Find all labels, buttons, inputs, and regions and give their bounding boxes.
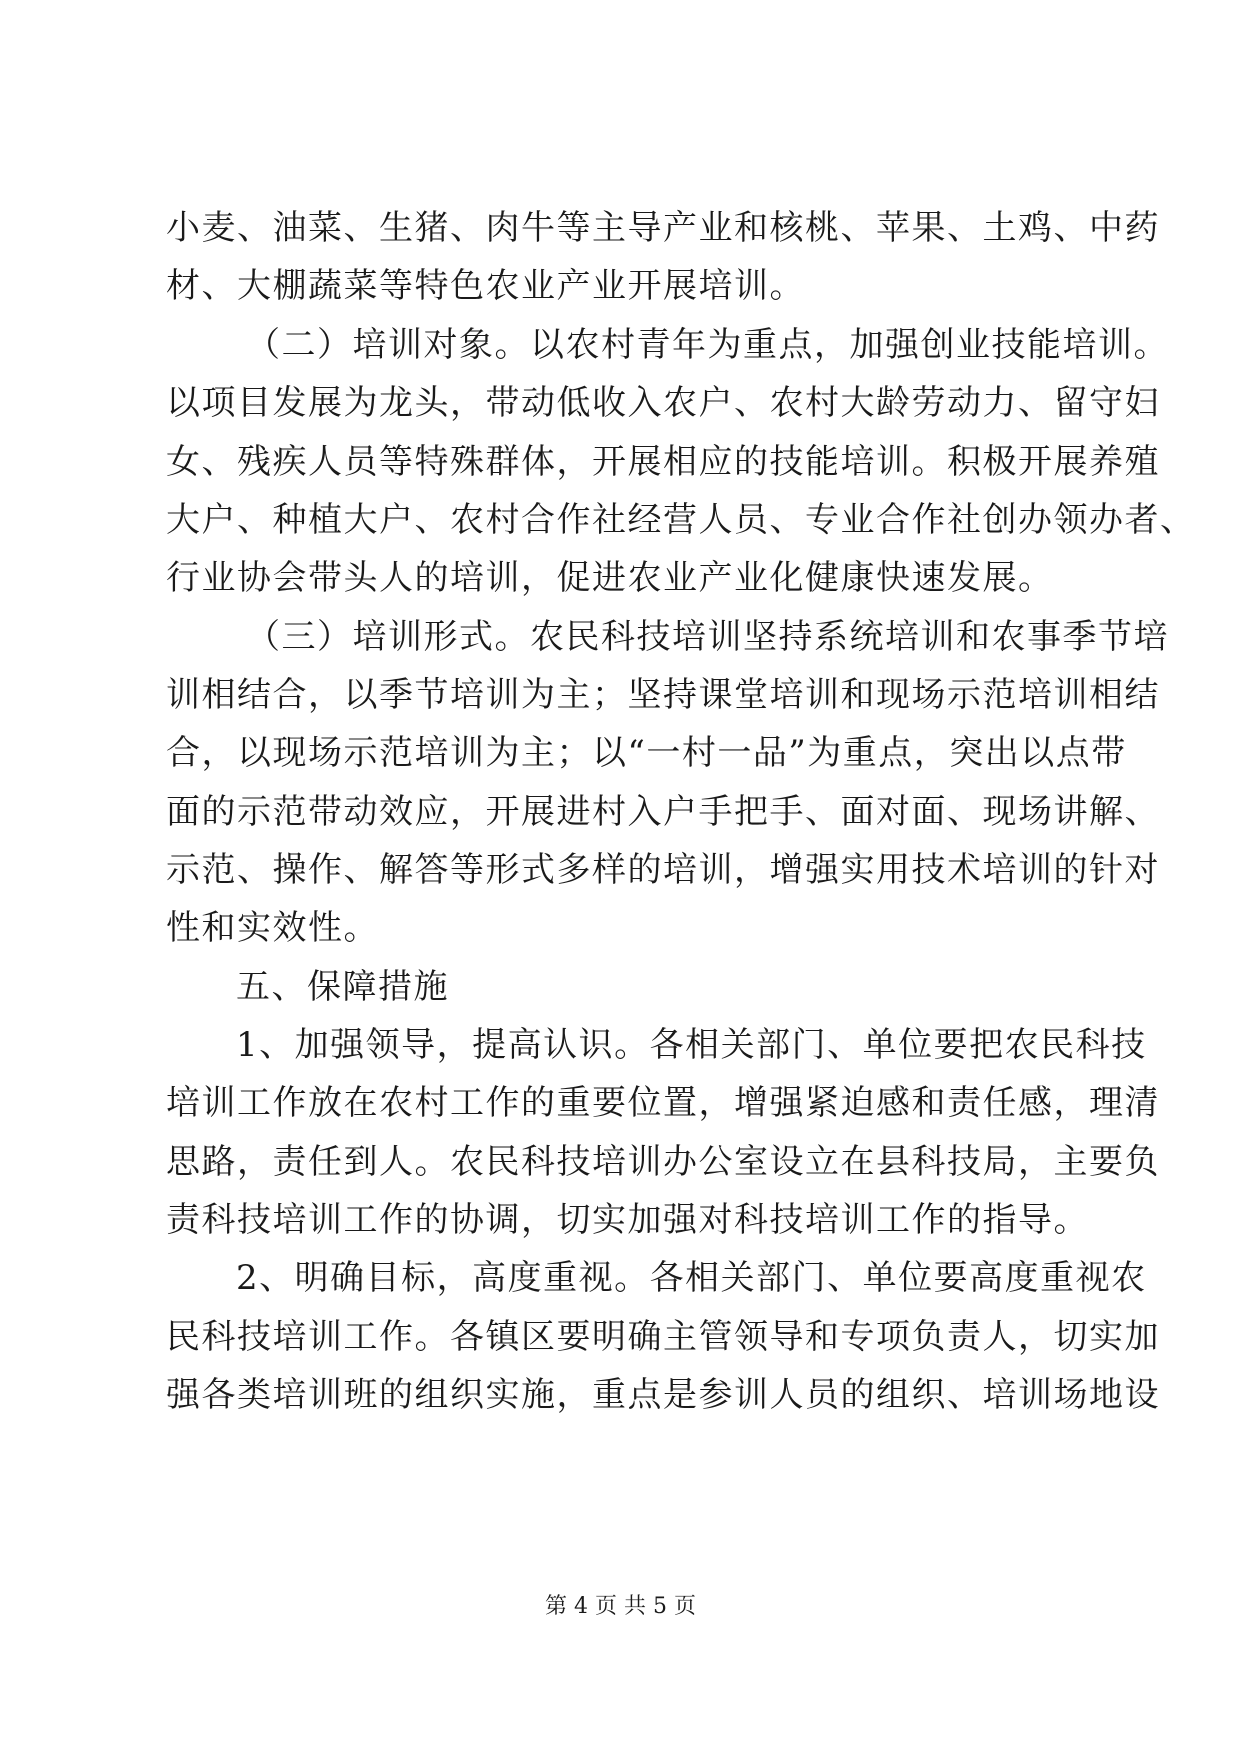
- text-line-6: 大户、种植大户、农村合作社经营人员、专业合作社创办领办者、: [166, 500, 1196, 540]
- text-line-9: 训相结合，以季节培训为主；坚持课堂培训和现场示范培训相结: [166, 675, 1160, 715]
- page-number-footer: 第 4 页 共 5 页: [545, 1594, 696, 1619]
- text-line-3: （二）培训对象。以农村青年为重点，加强创业技能培训。: [246, 325, 1169, 365]
- text-line-7: 行业协会带头人的培训，促进农业产业化健康快速发展。: [166, 558, 1054, 598]
- text-line-12: 示范、操作、解答等形式多样的培训，增强实用技术培训的针对: [166, 850, 1160, 890]
- text-line-18: 责科技培训工作的协调，切实加强对科技培训工作的指导。: [166, 1200, 1089, 1240]
- text-line-16: 培训工作放在农村工作的重要位置，增强紧迫感和责任感，理清: [166, 1083, 1160, 1123]
- text-line-2: 材、大棚蔬菜等特色农业产业开展培训。: [166, 266, 805, 306]
- text-line-5: 女、残疾人员等特殊群体，开展相应的技能培训。积极开展养殖: [166, 442, 1160, 482]
- text-line-11: 面的示范带动效应，开展进村入户手把手、面对面、现场讲解、: [166, 792, 1160, 832]
- text-line-4: 以项目发展为龙头，带动低收入农户、农村大龄劳动力、留守妇: [166, 383, 1160, 423]
- text-line-13: 性和实效性。: [166, 908, 379, 948]
- text-line-8: （三）培训形式。农民科技培训坚持系统培训和农事季节培: [246, 617, 1169, 657]
- section-heading: 五、保障措施: [236, 967, 449, 1007]
- text-line-1: 小麦、油菜、生猪、肉牛等主导产业和核桃、苹果、土鸡、中药: [166, 208, 1160, 248]
- text-line-15: 1、加强领导，提高认识。各相关部门、单位要把农民科技: [236, 1025, 1147, 1065]
- text-line-21: 强各类培训班的组织实施，重点是参训人员的组织、培训场地设: [166, 1375, 1160, 1415]
- text-line-20: 民科技培训工作。各镇区要明确主管领导和专项负责人，切实加: [166, 1317, 1160, 1357]
- text-line-10: 合，以现场示范培训为主；以“一村一品”为重点，突出以点带: [166, 733, 1127, 773]
- text-line-17: 思路，责任到人。农民科技培训办公室设立在县科技局，主要负: [166, 1142, 1160, 1182]
- text-line-19: 2、明确目标，高度重视。各相关部门、单位要高度重视农: [236, 1258, 1147, 1298]
